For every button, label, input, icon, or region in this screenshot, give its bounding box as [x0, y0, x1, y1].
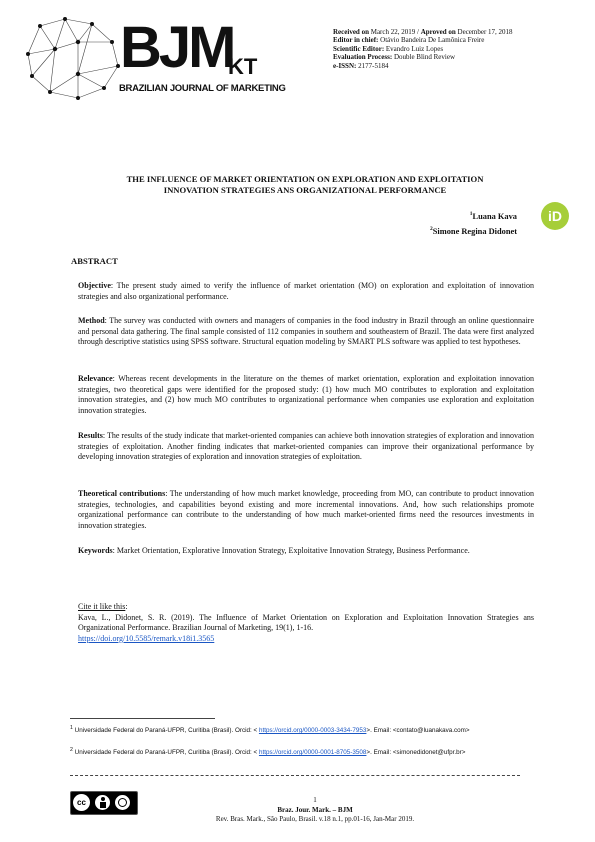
section-keywords: Keywords: Market Orientation, Explorative Innovation Strategy, Exploitative Innovation Strategy, Business Performance. [78, 546, 470, 555]
by-icon [95, 795, 110, 810]
meta-scientific-editor: Scientific Editor: Evandro Luiz Lopes [333, 44, 444, 53]
footnote-1: $^1$ Universidade Federal do Paraná-UFPR, Curitiba (Brasil). Orcid: < https://orcid.org/0000-0003-3434-7953>. Email: <contato@luanakava.com> [70, 725, 470, 735]
footnote-2: $^2$ Universidade Federal do Paraná-UFPR, Curitiba (Brasil). Orcid: < https://orcid.org/0000-0001-8705-3508>. Email: <simonedidonet@ufpr.br> [70, 747, 466, 757]
footer-separator [70, 775, 520, 776]
logo-text: BJM [120, 15, 234, 80]
footnote-separator [70, 718, 215, 719]
citation-block: Cite it like this: Kava, L., Didonet, S. R. (2019). The Influence of Market Orientation on Exploration and Exploitation Innovation Strategies ans Organizational Performance. Brazilian Journal of Marketing, 19(1), 1-16. https://doi.org/10.5585/remark.v18i1.3565 [78, 602, 534, 643]
page-number: 1 [313, 796, 317, 804]
paper-title: THE INFLUENCE OF MARKET ORIENTATION ON EXPLORATION AND EXPLOITATION INNOVATION STRATEGIES ANS ORGANIZATIONAL PERFORMANCE [126, 174, 484, 195]
meta-issn: e-ISSN: 2177-5184 [333, 61, 389, 70]
author-list [430, 208, 517, 238]
cite-text: Kava, L., Didonet, S. R. (2019). The Influence of Market Orientation on Exploration and Exploitation Innovation Strategies ans Organizational Performance. Brazilian Journal of Marketing, 19(1), 1-16. [78, 612, 534, 632]
nc-icon [115, 795, 130, 810]
logo-sub: KT [228, 54, 258, 79]
section-objective: Objective: The present study aimed to verify the influence of market orientation (MO) on exploration and exploitation of innovation strategies and also organizational performance. [78, 281, 534, 301]
author-1: $^1$Luana Kava [469, 211, 517, 221]
cc-icon: cc [73, 794, 90, 811]
journal-logo [20, 14, 300, 104]
section-theoretical-contributions: Theoretical contributions: The understanding of how much market knowledge, proceeding from MO, can contribute to product innovation strategies, technologies, and capabilities beyond existing and more incremental innovations. And, how such relationships promote organizational performance can contribute to the understanding of how much market-oriented firms need the resources investments in innovation strategies. [78, 489, 534, 530]
creative-commons-badge[interactable] [70, 791, 138, 815]
cite-heading: Cite it like this [78, 602, 126, 611]
meta-dates: Received on March 22, 2019 / Aproved on December 17, 2018 [333, 28, 513, 36]
orcid-icon[interactable]: iD [541, 202, 569, 230]
abstract-heading: ABSTRACT [71, 256, 118, 266]
orcid-link-2[interactable]: https://orcid.org/0000-0001-8705-3508 [258, 749, 367, 757]
article-metadata [333, 28, 573, 70]
meta-editor: Editor in chief: Otávio Bandeira De Lamônica Freire [333, 36, 485, 45]
section-results: Results: The results of the study indicate that market-oriented companies can achieve both innovation strategies of exploration and innovation strategies of exploitation. Another finding indicates that market-oriented companies can improve their organizational performance by developing innovation strategies of exploration and innovation strategies of exploitation. [78, 431, 534, 461]
section-relevance: Relevance: Whereas recent developments in the literature on the themes of market orientation, exploration and exploitation innovation strategies, two theoretical gaps were identified for the proposed study: (1) how much MO contributes to exploration and exploitation innovation strategies, and (2) how much MO contributes to organizational performance when companies use exploration and exploitation innovation strategies. [78, 374, 534, 415]
meta-evaluation: Evaluation Process: Double Blind Review [333, 53, 456, 62]
journal-citation: Rev. Bras. Mark., São Paulo, Brasil. v.18 n.1, pp.01-16, Jan-Mar 2019. [215, 815, 415, 823]
orcid-link-1[interactable]: https://orcid.org/0000-0003-3434-7953 [258, 727, 367, 735]
logo-tagline: BRAZILIAN JOURNAL OF MARKETING [119, 83, 286, 94]
doi-link[interactable]: https://doi.org/10.5585/remark.v18i1.3565 [78, 633, 215, 643]
author-2: $^2$Simone Regina Didonet [430, 225, 517, 236]
journal-abbrev: Braz. Jour. Mark. – BJM [277, 806, 353, 814]
section-method: Method: The survey was conducted with owners and managers of companies in the food industry in Brazil through an online questionnaire and personal data gathering. The final sample consisted of 112 companies in southern and southeastern of Brazil. The data were first analyzed through descriptive statistics using SPSS software. Structural equation modeling by SMART PLS software was applied to test hypotheses. [78, 316, 534, 346]
